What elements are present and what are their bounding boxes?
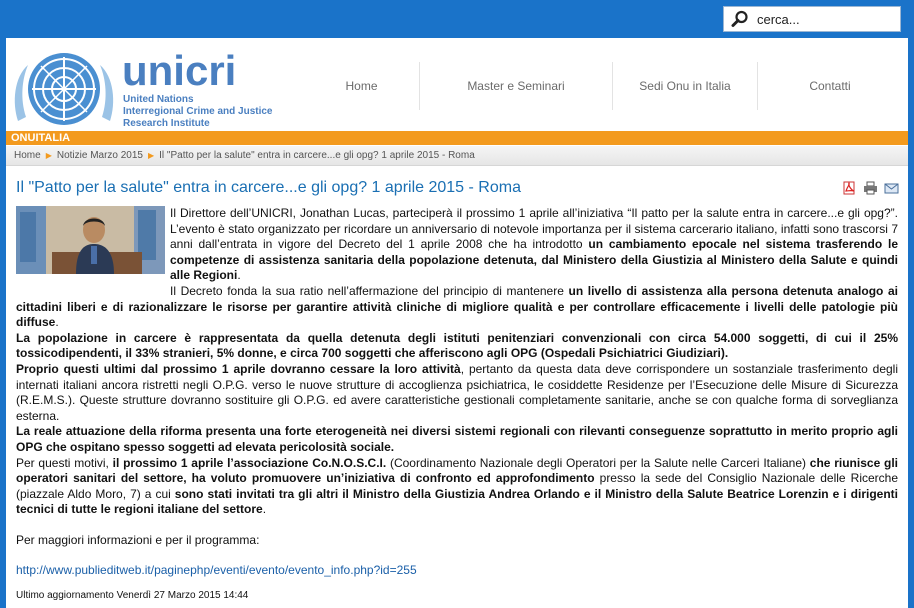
logo-line-3: Research Institute (123, 118, 210, 129)
search-box[interactable] (723, 6, 901, 32)
top-bar (0, 0, 914, 38)
search-icon[interactable] (731, 10, 749, 28)
section-label: ONUITALIA (6, 131, 908, 145)
breadcrumb (6, 146, 908, 166)
paragraph-6: Per questi motivi, il prossimo 1 aprile l’associazione Co.N.O.S.C.I. (Coordinamento Nazionale degli Operatori per la Salute nelle Carceri Italiane) che riunisce gli operatori sanitari del settore, ha voluto promuovere un’iniziativa di confronto ed approfondimento presso la sede del Consiglio Nazionale delle Ricerche (piazzale Aldo Moro, 7) a cui sono stati invitati tra gli altri il Ministro della Giustizia Andrea Orlando e il Ministro della Salute Beatrice Lorenzin e i dirigenti tecnici di tutte le regioni italiane del settore. (16, 455, 898, 517)
paragraph-4: Proprio questi ultimi dal prossimo 1 aprile dovranno cessare la loro attività, pertanto da questa data deve corrispondere un sostanziale trasferimento degli internati italiani ancora ristretti negli O.P.G. verso le nuove strutture di accoglienza psichiatrica, le cosiddette Residenze per l’Esecuzione delle Misure di Sicurezza (R.E.M.S.). Queste strutture dovranno sostituire gli O.P.G. ed avere caratteristiche gestionali completamente sanitarie, anche se con qualche forma di sorveglianza esterna. (16, 361, 899, 423)
main-nav (304, 62, 902, 110)
un-emblem-icon (15, 53, 113, 125)
unicri-logo[interactable] (10, 47, 275, 129)
article-body (16, 206, 898, 579)
paragraph-3: La popolazione in carcere è rappresentata da quella detenuta degli istituti penitenziari convenzionali con circa 54.000 soggetti, di cui il 25% tossicodipendenti, il 33% stranieri, 5% donne, e circa 700 soggetti che afferiscono agli OPG (Ospedali Psichiatrici Giudiziari). (16, 330, 898, 361)
header (6, 38, 908, 131)
breadcrumb-arrow-icon: ▶ (148, 151, 155, 160)
article-title: Il "Patto per la salute" entra in carcere...e gli opg? 1 aprile 2015 - Roma (16, 179, 521, 196)
last-updated: Ultimo aggiornamento Venerdì 27 Marzo 2015 14:44 (16, 590, 249, 601)
program-link[interactable]: http://www.publieditweb.it/paginephp/eventi/evento/evento_info.php?id=255 (16, 563, 417, 578)
breadcrumb-notizie[interactable]: Notizie Marzo 2015 (56, 150, 143, 161)
breadcrumb-home[interactable]: Home (14, 150, 41, 161)
search-input[interactable] (757, 12, 887, 27)
pdf-icon[interactable] (842, 181, 857, 194)
logo-line-1: United Nations (123, 94, 194, 105)
page (6, 38, 908, 608)
print-icon[interactable] (863, 181, 878, 194)
nav-sedi-onu[interactable]: Sedi Onu in Italia (612, 62, 757, 110)
paragraph-2: Il Decreto fonda la sua ratio nell’affermazione del principio di mantenere un livello di assistenza alla persona detenuta analogo ai cittadini liberi e di razionalizzare le risorse per garantire attività cliniche di migliore qualità e per controllare efficacemente i livelli delle patologie più diffuse. (16, 283, 898, 330)
breadcrumb-current: Il "Patto per la salute" entra in carcere...e gli opg? 1 aprile 2015 - Roma (159, 150, 475, 161)
more-info-text: Per maggiori informazioni e per il programma: (16, 532, 260, 547)
photo-spacer (16, 206, 170, 284)
nav-contatti[interactable]: Contatti (757, 62, 902, 110)
logo-wordmark: unicri (122, 47, 237, 94)
breadcrumb-arrow-icon: ▶ (45, 151, 52, 160)
article-tools (842, 181, 899, 194)
paragraph-1: Il Direttore dell’UNICRI, Jonathan Lucas, parteciperà il prossimo 1 aprile all’iniziativa “Il patto per la salute entra in carcere...e gli opg?”. L’evento è stato organizzato per ricordare un anniversario di notevole importanza per il sistema carcerario italiano, infatti sono trascorsi 7 anni dall’entrata in vigore del Decreto del 1 aprile 2008 che ha introdotto un cambiamento epocale nel sistema trasferendo le competenze di assistenza sanitaria della popolazione detenuta, dal Ministero della Giustizia al Ministero della Salute e quindi alle Regioni. (170, 206, 898, 283)
nav-home[interactable]: Home (345, 79, 378, 93)
logo-line-2: Interregional Crime and Justice (123, 106, 273, 117)
email-icon[interactable] (884, 181, 899, 194)
nav-master-seminari[interactable]: Master e Seminari (419, 62, 612, 110)
paragraph-5: La reale attuazione della riforma presenta una forte eterogeneità nei diversi sistemi regionali con rilevanti conseguenze soprattutto in merito proprio agli OPG che ospitano spesso soggetti ad elevata pericolosità sociale. (16, 424, 898, 454)
